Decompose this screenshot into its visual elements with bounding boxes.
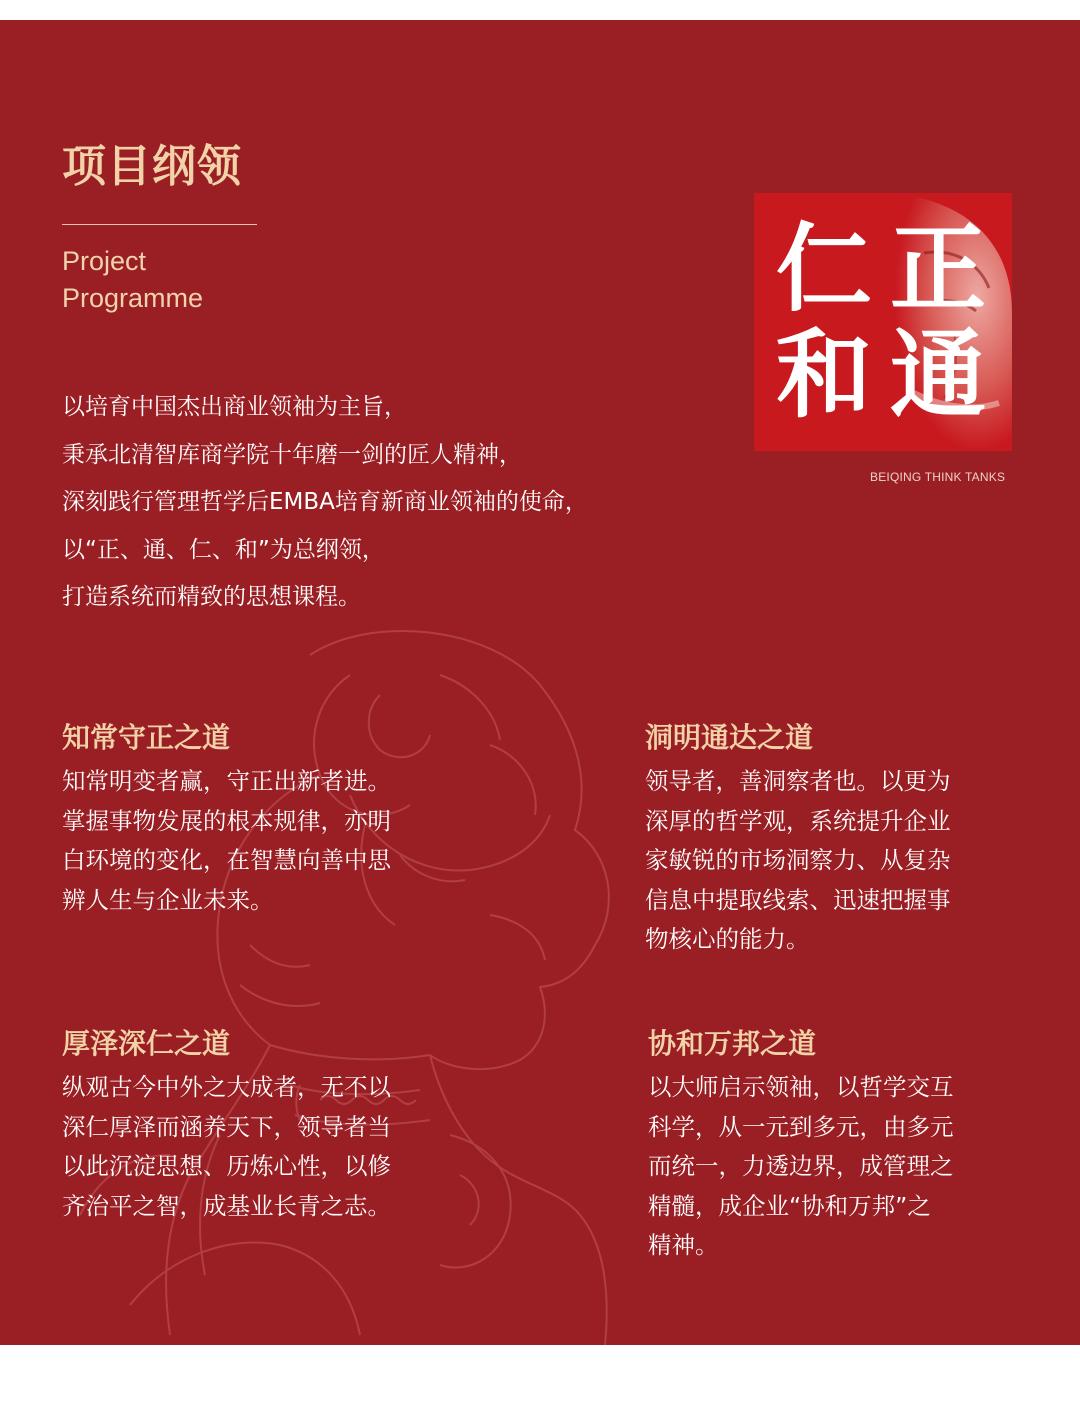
intro-line: 以“正、通、仁、和”为总纲领， <box>62 536 385 563</box>
section-line: 深仁厚泽而涵养天下，领导者当 <box>62 1112 391 1141</box>
subtitle-line: Programme <box>62 283 204 313</box>
intro-line: 秉承北清智库商学院十年磨一剑的匠人精神， <box>62 441 522 468</box>
section-body <box>648 1068 1018 1266</box>
section-line: 齐治平之智，成基业长青之志。 <box>62 1191 391 1220</box>
section-zhichang <box>62 720 442 920</box>
section-line: 以此沉淀思想、历炼心性，以修 <box>62 1152 391 1181</box>
section-houze <box>62 1026 442 1226</box>
intro-paragraph <box>62 384 702 622</box>
section-line: 信息中提取线索、迅速把握事 <box>645 885 951 914</box>
section-line: 纵观古今中外之大成者，无不以 <box>62 1073 391 1101</box>
section-line: 领导者，善洞察者也。以更为 <box>645 767 951 795</box>
page-subtitle <box>62 243 203 317</box>
section-title: 协和万邦之道 <box>648 1027 817 1060</box>
section-line: 科学，从一元到多元，由多元 <box>648 1112 954 1141</box>
title-divider <box>62 224 257 225</box>
section-title: 厚泽深仁之道 <box>62 1027 231 1060</box>
section-line: 深厚的哲学观，系统提升企业 <box>645 806 951 835</box>
motto-char-ren: 仁 <box>776 213 872 325</box>
intro-line: 深刻践行管理哲学后EMBA培育新商业领袖的使命， <box>62 489 588 515</box>
card-caption: BEIQING THINK TANKS <box>870 470 1006 484</box>
section-line: 家敏锐的市场洞察力、从复杂 <box>645 846 951 875</box>
section-line: 精神。 <box>648 1231 719 1260</box>
section-line: 精髓，成企业“协和万邦”之 <box>648 1191 931 1220</box>
section-body <box>62 762 442 920</box>
section-dongming <box>645 720 1017 960</box>
section-line: 知常明变者赢，守正出新者进。 <box>62 767 391 795</box>
motto-char-zheng: 正 <box>890 213 986 325</box>
page-title: 项目纲领 <box>62 141 242 192</box>
subtitle-line: Project <box>62 246 147 276</box>
section-body <box>645 762 1017 960</box>
section-line: 以大师启示领袖，以哲学交互 <box>648 1073 954 1101</box>
section-title: 知常守正之道 <box>62 721 231 754</box>
section-xiehe <box>648 1026 1018 1266</box>
section-line: 白环境的变化，在智慧向善中思 <box>62 846 391 875</box>
motto-char-tong: 通 <box>890 319 986 431</box>
section-line: 物核心的能力。 <box>645 925 810 954</box>
programme-panel <box>0 20 1080 1345</box>
section-title: 洞明通达之道 <box>645 721 814 754</box>
motto-card <box>754 193 1012 451</box>
section-line: 辨人生与企业未来。 <box>62 885 274 914</box>
section-line: 而统一，力透边界，成管理之 <box>648 1152 954 1181</box>
section-body <box>62 1068 442 1226</box>
motto-char-he: 和 <box>776 319 872 431</box>
intro-line: 以培育中国杰出商业领袖为主旨， <box>62 394 407 420</box>
intro-line: 打造系统而精致的思想课程。 <box>62 584 361 610</box>
section-line: 掌握事物发展的根本规律，亦明 <box>62 806 391 835</box>
